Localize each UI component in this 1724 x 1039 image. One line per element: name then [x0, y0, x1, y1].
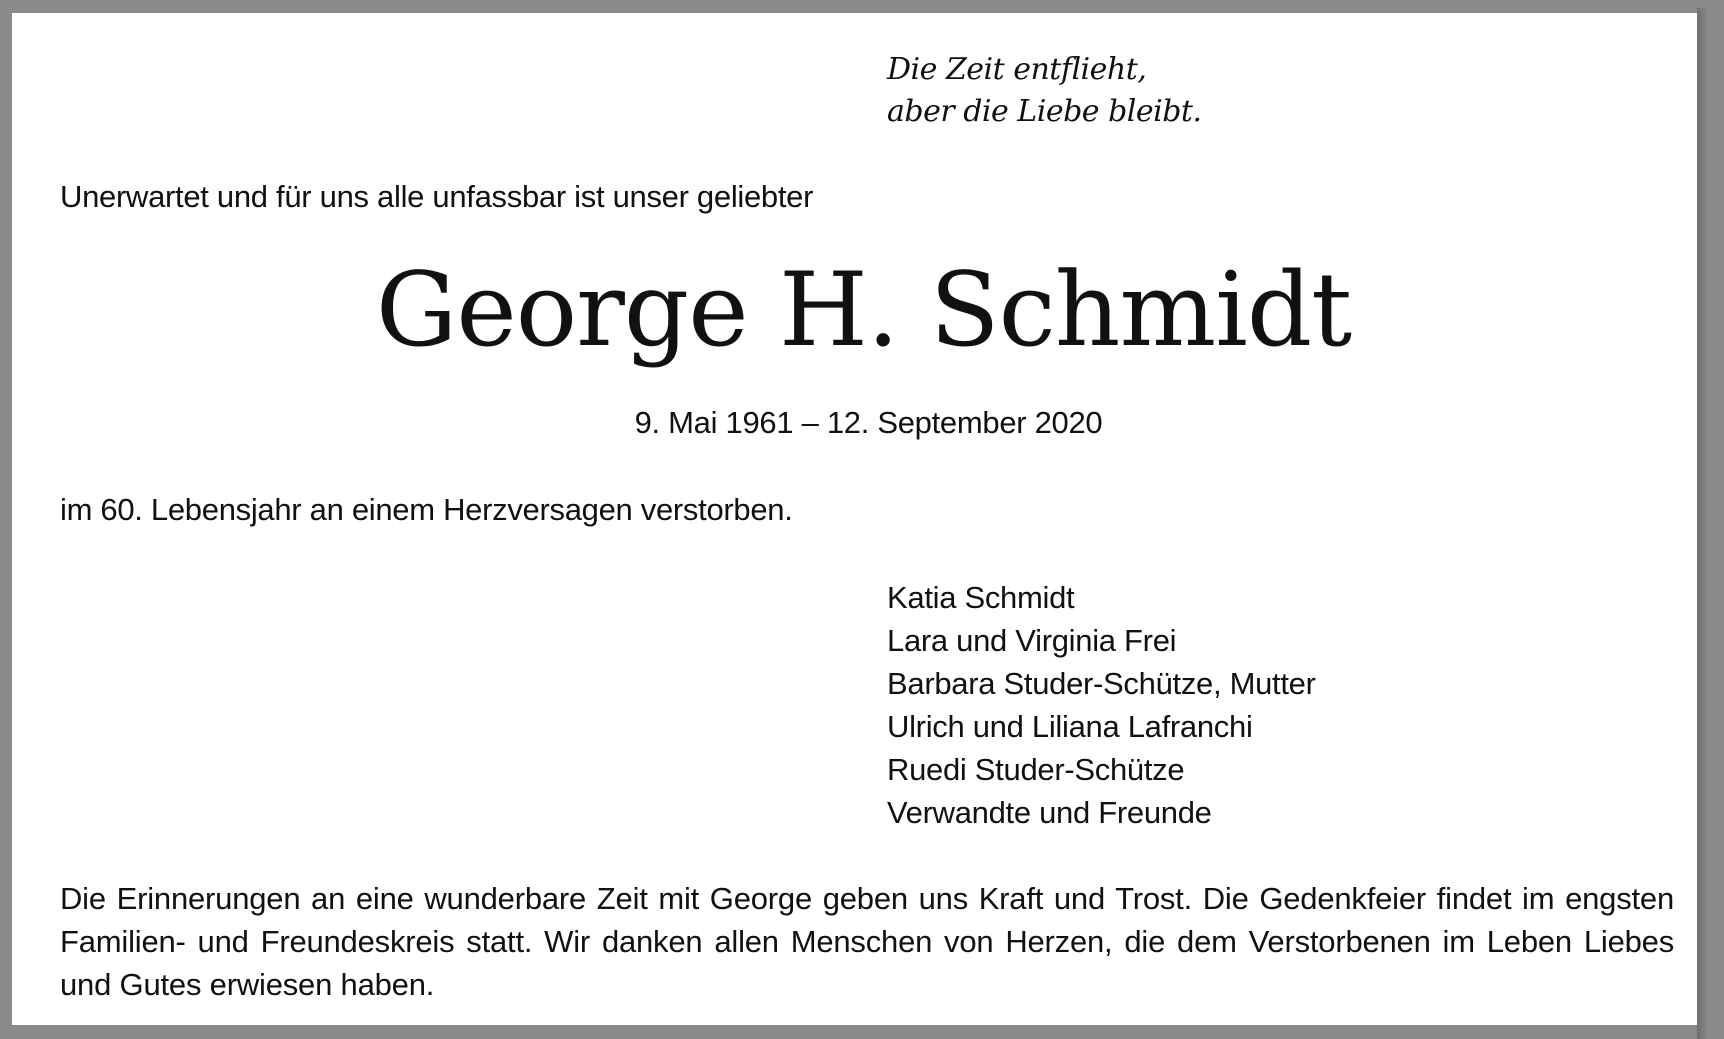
mourner-item: Ruedi Studer-Schütze [887, 752, 1185, 787]
motto-quote [887, 49, 1202, 133]
obituary-card [12, 13, 1697, 1025]
mourner-item: Barbara Studer-Schütze, Mutter [887, 666, 1316, 701]
closing-text: Die Erinnerungen an eine wunderbare Zeit mit George geben uns Kraft und Trost. Die Gedenkfeier findet im engsten Familien- und Freundeskreis statt. Wir danken allen Menschen von Herzen, die dem Verstorbenen im Leben Liebes und Gutes erwiesen haben. [60, 881, 1674, 1002]
deceased-name: George H. Schmidt [375, 251, 1352, 370]
life-dates: 9. Mai 1961 – 12. September 2020 [634, 405, 1103, 440]
motto-line-1: Die Zeit entflieht, [887, 52, 1147, 87]
deceased-text: im 60. Lebensjahr an einem Herzversagen verstorben. [60, 492, 793, 527]
mourner-item: Verwandte und Freunde [887, 795, 1212, 830]
mourners-list [887, 576, 1316, 834]
mourner-item: Lara und Virginia Frei [887, 623, 1177, 658]
mourner-item: Ulrich und Liliana Lafranchi [887, 709, 1253, 744]
mourner-item: Katia Schmidt [887, 580, 1075, 615]
page-edge-shadow [1697, 8, 1724, 1039]
intro-text: Unerwartet und für uns alle unfassbar ist unser geliebter [60, 179, 814, 214]
motto-line-2: aber die Liebe bleibt. [887, 94, 1202, 129]
